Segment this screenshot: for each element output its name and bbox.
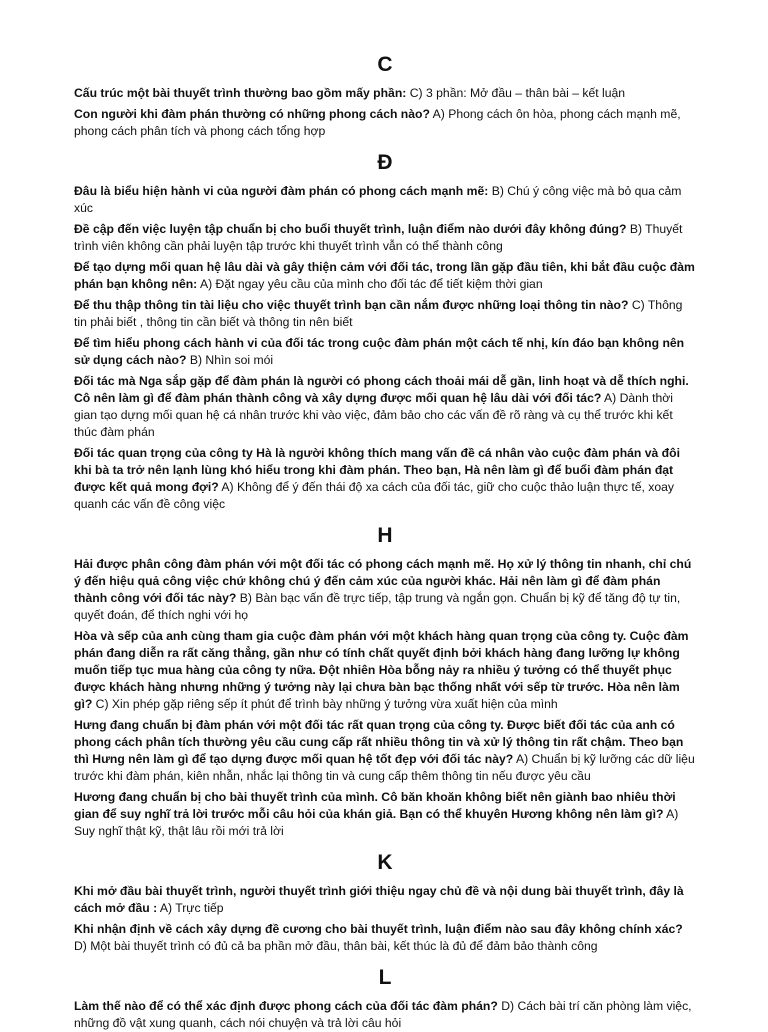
question-text: Đâu là biểu hiện hành vi của người đàm phán có phong cách mạnh mẽ: xyxy=(74,184,489,198)
section-heading-d-stroke: Đ xyxy=(377,151,393,174)
question-text: Để thu thập thông tin tài liệu cho việc thuyết trình bạn cần nắm được những loại thông tin nào? xyxy=(74,298,629,312)
answer-text: D) Một bài thuyết trình có đủ cả ba phần mở đầu, thân bài, kết thúc là đủ để đảm bảo thành công xyxy=(74,939,598,953)
question-text: Hòa và sếp của anh cùng tham gia cuộc đàm phán với một khách hàng quan trọng của công ty. Cuộc đàm phán đang diễn ra rất căng thẳng, gần như có tính chất quyết định bởi khách hàng đang lưỡng lự không muốn tiếp tục mua hàng của công ty nữa. Đột nhiên Hòa bỗng nảy ra nhiều ý tưởng có thể thuyết phục được khách hàng nhưng những ý tưởng này lại chưa bàn bạc thống nhất với sếp từ trước. Hòa nên làm gì? xyxy=(74,629,689,711)
answer-text: B) Chú ý công việc mà bỏ qua cảm xúc xyxy=(74,184,682,215)
qa-item xyxy=(74,221,696,255)
answer-text: A) Dành thời gian tạo dựng mối quan hệ cá nhân trước khi vào việc, đảm bảo cho các vấn đề rõ ràng và cụ thể trước khi kết thúc đàm phán xyxy=(74,391,673,439)
answer-text: A) Không để ý đến thái độ xa cách của đối tác, giữ cho cuộc thảo luận thực tế, xoay quanh các vấn đề công việc xyxy=(74,480,675,511)
answer-text: B) Nhìn soi mói xyxy=(189,353,274,367)
question-text: Con người khi đàm phán thường có những phong cách nào? xyxy=(74,107,430,121)
answer-text: A) Trực tiếp xyxy=(159,901,224,915)
section-heading-k: K xyxy=(377,851,393,874)
answer-text: C) Thông tin phải biết , thông tin cần biết và thông tin nên biết xyxy=(74,298,683,329)
question-text: Đối tác mà Nga sắp gặp để đàm phán là người có phong cách thoải mái dễ gần, linh hoạt và dễ thích nghi. Cô nên làm gì để đàm phán thành công và xây dựng được mối quan hệ lâu dài với đối tác? xyxy=(74,374,689,405)
qa-item xyxy=(74,373,696,441)
question-text: Hương đang chuẩn bị cho bài thuyết trình của mình. Cô băn khoăn không biết nên giành bao nhiêu thời gian để suy nghĩ trả lời trước mỗi câu hỏi của khán giả. Bạn có thể khuyên Hương không nên làm gì? xyxy=(74,790,676,821)
question-text: Cấu trúc một bài thuyết trình thường bao gồm mấy phần: xyxy=(74,86,407,100)
qa-item xyxy=(74,628,696,713)
section-heading-l: L xyxy=(378,966,392,989)
answer-text: D) Cách bài trí căn phòng làm việc, những đồ vật xung quanh, cách nói chuyện và trả lời câu hỏi xyxy=(74,999,692,1030)
answer-text: B) Bàn bạc vấn đề trực tiếp, tập trung và ngắn gọn. Chuẩn bị kỹ để tăng độ tự tin, quyết đoán, để thích nghi với họ xyxy=(74,591,681,622)
section-heading-c: C xyxy=(377,53,393,76)
qa-item xyxy=(74,789,696,840)
section-heading-h: H xyxy=(377,524,393,547)
qa-item xyxy=(74,335,696,369)
question-text: Hưng đang chuẩn bị đàm phán với một đối tác rất quan trọng của công ty. Được biết đối tác của anh có phong cách phân tích thường yêu cầu cung cấp rất nhiều thông tin và xử lý thông tin rất chậm. Theo bạn thì Hưng nên làm gì để tạo dựng được mối quan hệ tốt đẹp với đối tác này? xyxy=(74,718,684,766)
question-text: Hải được phân công đàm phán với một đối tác có phong cách mạnh mẽ. Họ xử lý thông tin nhanh, chỉ chú ý đến hiệu quả công việc chứ không chú ý đến cảm xúc của người khác. Hải nên làm gì để đàm phán thành công với đối tác này? xyxy=(74,557,692,605)
question-text: Đề cập đến việc luyện tập chuẩn bị cho buổi thuyết trình, luận điểm nào dưới đây không đúng? xyxy=(74,222,627,236)
qa-item xyxy=(74,445,696,513)
qa-item xyxy=(74,717,696,785)
question-text: Làm thế nào để có thể xác định được phong cách của đối tác đàm phán? xyxy=(74,999,498,1013)
qa-item xyxy=(74,85,696,102)
question-text: Để tìm hiểu phong cách hành vi của đối tác trong cuộc đàm phán một cách tế nhị, kín đáo bạn không nên sử dụng cách nào? xyxy=(74,336,685,367)
qa-item xyxy=(74,259,696,293)
qa-item xyxy=(74,556,696,624)
qa-item xyxy=(74,883,696,917)
question-text: Khi mở đầu bài thuyết trình, người thuyết trình giới thiệu ngay chủ đề và nội dung bài thuyết trình, đây là cách mở đầu : xyxy=(74,884,684,915)
answer-text: B) Thuyết trình viên không cần phải luyện tập trước khi thuyết trình vẫn có thể thành công xyxy=(74,222,683,253)
answer-text: A) Suy nghĩ thật kỹ, thật lâu rồi mới trả lời xyxy=(74,807,679,838)
qa-item xyxy=(74,921,696,955)
qa-item xyxy=(74,998,696,1032)
question-text: Khi nhận định về cách xây dựng đề cương cho bài thuyết trình, luận điểm nào sau đây không chính xác? xyxy=(74,922,683,936)
question-text: Để tạo dựng mối quan hệ lâu dài và gây thiện cảm với đối tác, trong lần gặp đầu tiên, khi bắt đầu cuộc đàm phán bạn không nên: xyxy=(74,260,695,291)
answer-text: A) Đặt ngay yêu cầu của mình cho đối tác để tiết kiệm thời gian xyxy=(199,277,543,291)
qa-item xyxy=(74,183,696,217)
answer-text: C) Xin phép gặp riêng sếp ít phút để trình bày những ý tưởng vừa xuất hiện của mình xyxy=(95,697,558,711)
question-text: Đối tác quan trọng của công ty Hà là người không thích mang vấn đề cá nhân vào cuộc đàm phán và đôi khi bà ta trở nên lạnh lùng khó hiểu trong khi đàm phán. Theo bạn, Hà nên làm gì để buổi đàm phán đạt được kết quả mong đợi? xyxy=(74,446,680,494)
answer-text: A) Chuẩn bị kỹ lưỡng các dữ liệu trước khi đàm phán, kiên nhẫn, nhắc lại thông tin và cung cấp thêm thông tin nếu được yêu cầu xyxy=(74,752,695,783)
answer-text: C) 3 phần: Mở đầu – thân bài – kết luận xyxy=(409,86,626,100)
qa-item xyxy=(74,106,696,140)
qa-item xyxy=(74,297,696,331)
answer-text: A) Phong cách ôn hòa, phong cách mạnh mẽ, phong cách phân tích và phong cách tổng hợp xyxy=(74,107,681,138)
